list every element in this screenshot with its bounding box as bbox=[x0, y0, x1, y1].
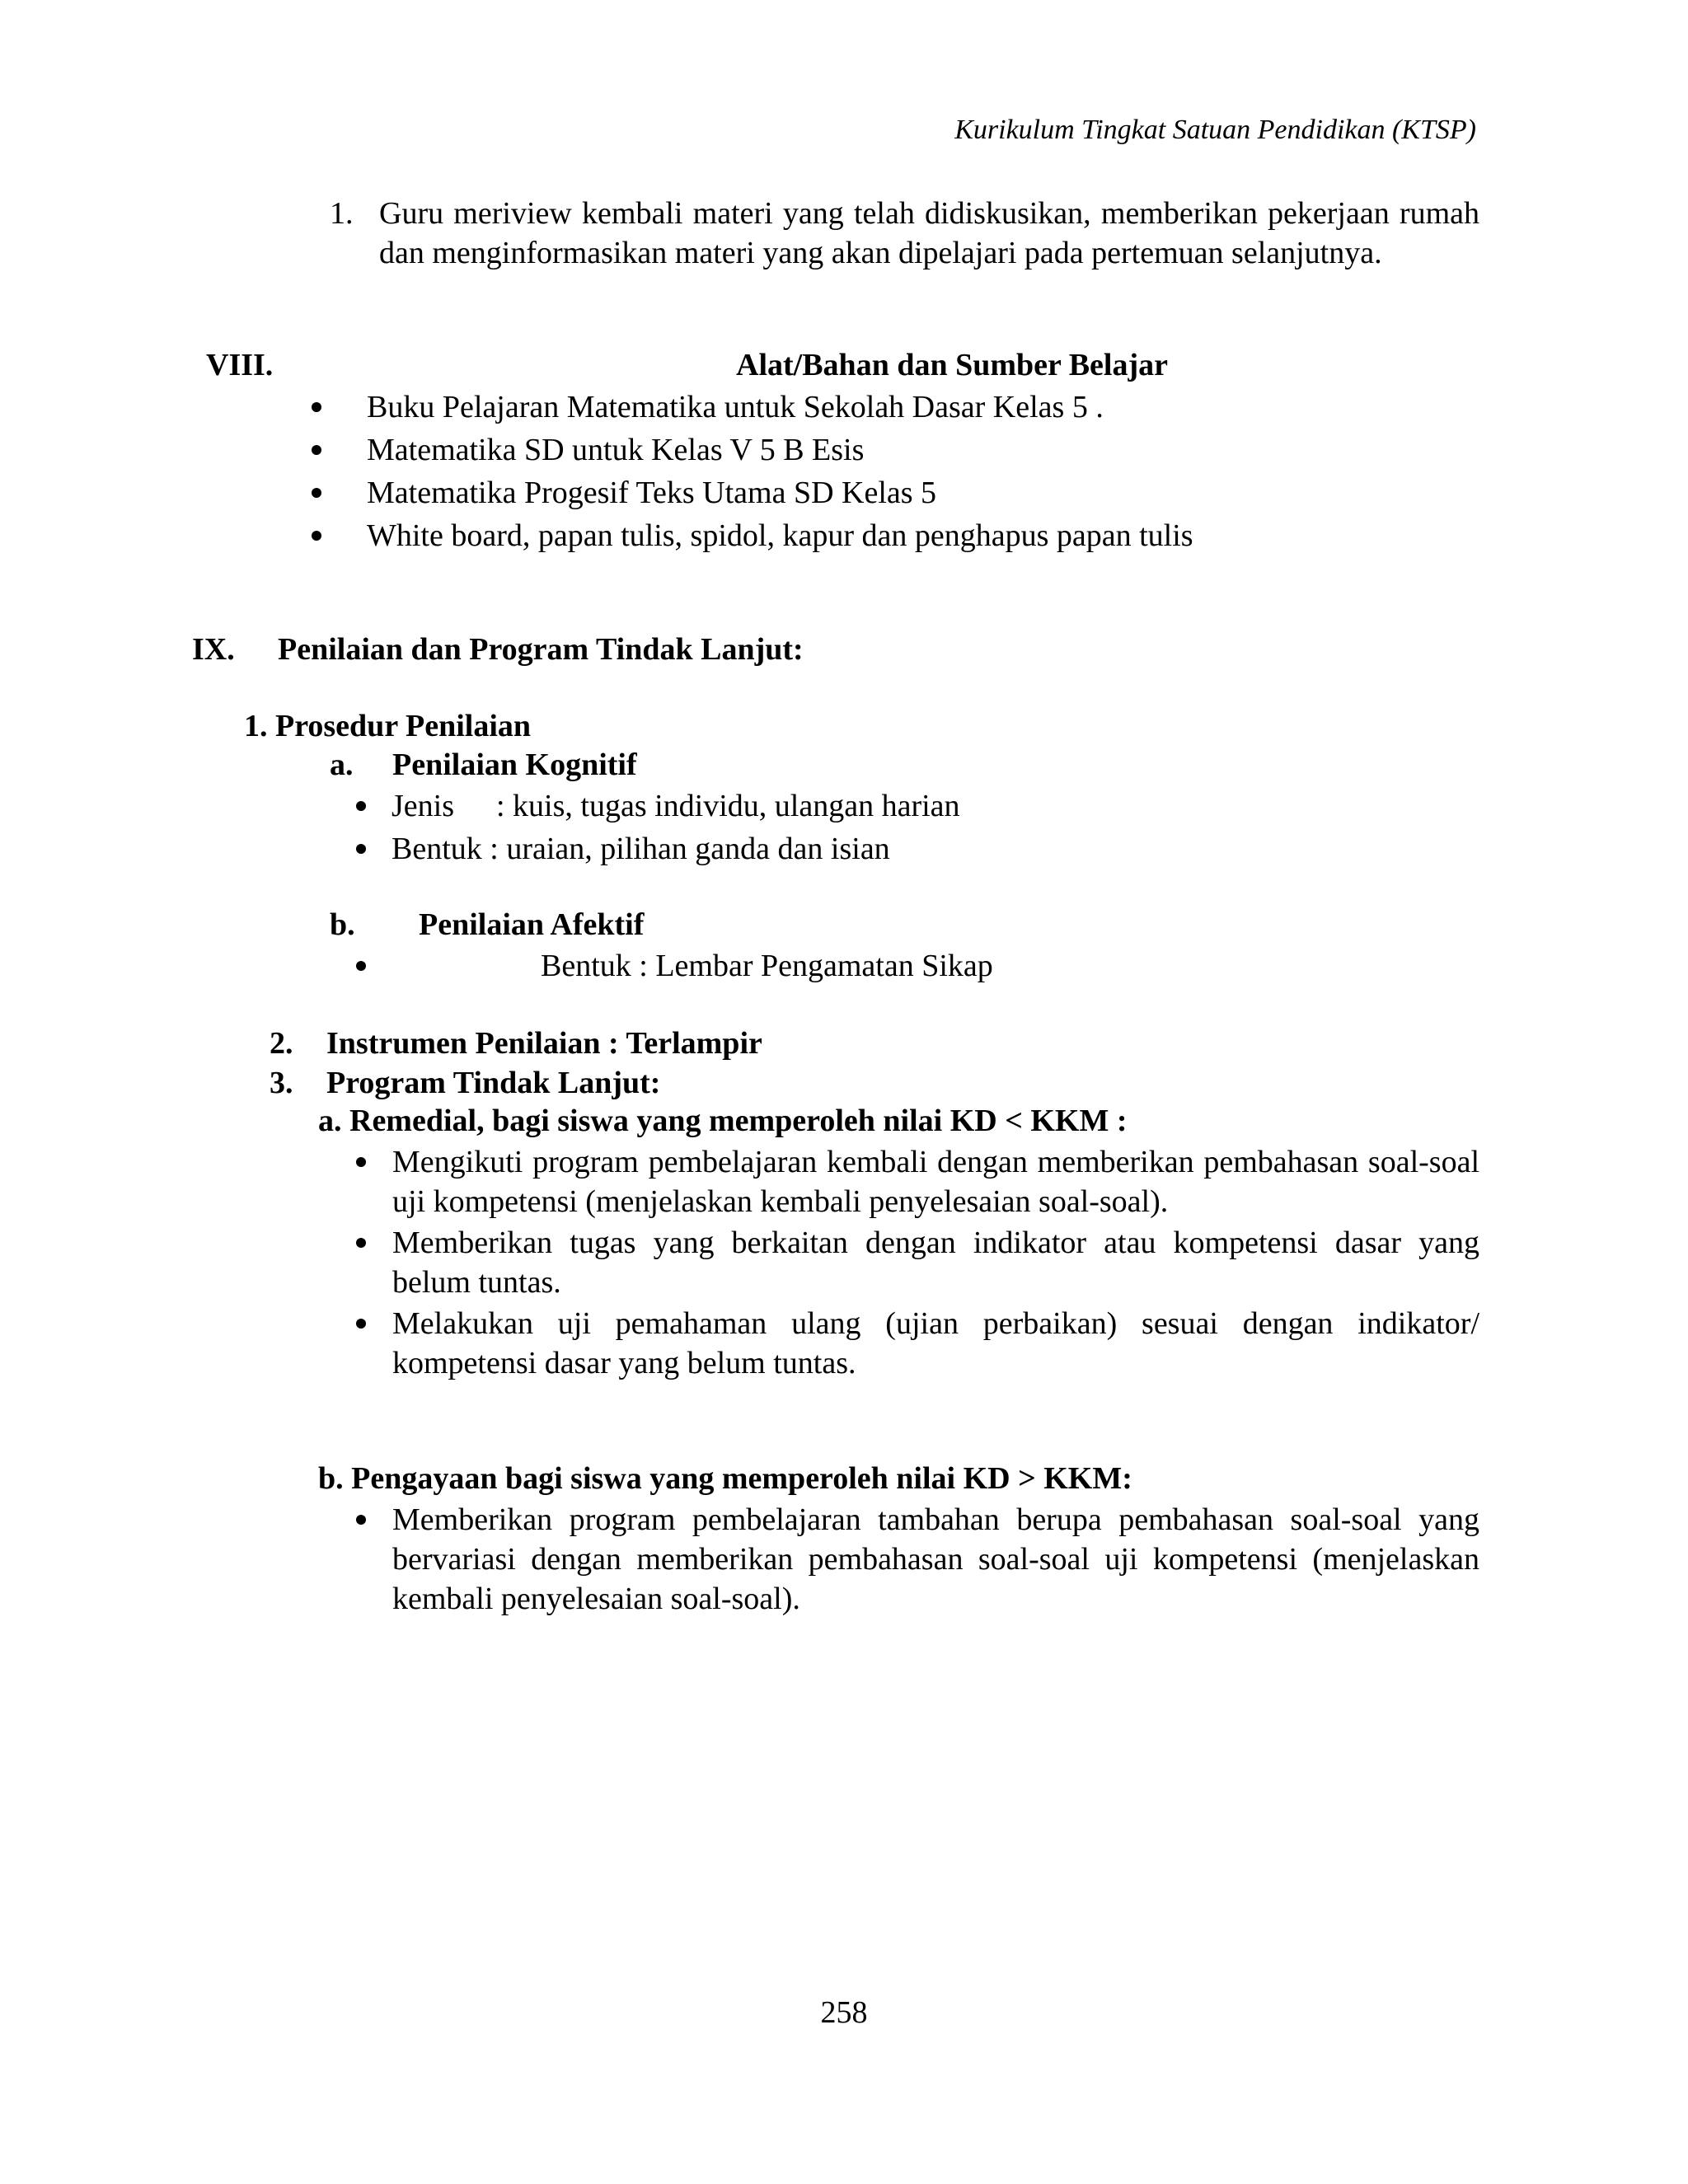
bullet-icon bbox=[312, 488, 321, 498]
kognitif-letter: a. bbox=[330, 748, 354, 782]
section-ix-title: Penilaian dan Program Tindak Lanjut: bbox=[278, 632, 804, 667]
kognitif-bentuk: Bentuk : uraian, pilihan ganda dan isian bbox=[392, 832, 890, 866]
kognitif-jenis-value: : kuis, tugas individu, ulangan harian bbox=[496, 789, 960, 823]
program-title: Program Tindak Lanjut: bbox=[326, 1066, 661, 1100]
bullet-icon bbox=[356, 1157, 366, 1167]
bullet-icon bbox=[312, 445, 321, 455]
afektif-letter: b. bbox=[330, 907, 355, 942]
bullet-icon bbox=[356, 844, 366, 854]
pengayaan-title: b. Pengayaan bagi siswa yang memperoleh nilai KD > KKM: bbox=[318, 1461, 1132, 1496]
afektif-title: Penilaian Afektif bbox=[419, 907, 645, 942]
afektif-bentuk: Bentuk : Lembar Pengamatan Sikap bbox=[541, 949, 993, 983]
instrumen-title: Instrumen Penilaian : Terlampir bbox=[326, 1026, 762, 1061]
bullet-icon bbox=[356, 1238, 366, 1248]
kognitif-title: Penilaian Kognitif bbox=[392, 748, 637, 782]
bullet-icon bbox=[356, 1515, 366, 1525]
bullet-icon bbox=[356, 961, 366, 971]
remedial-item: Mengikuti program pembelajaran kembali dengan memberikan pembahasan soal-soal uji kompetensi (menjelaskan kembali penyelesaian soal-soal). bbox=[392, 1145, 1479, 1219]
program-number: 3. bbox=[270, 1066, 293, 1100]
remedial-item: Memberikan tugas yang berkaitan dengan indikator atau kompetensi dasar yang belum tuntas. bbox=[392, 1226, 1479, 1300]
section-viii-title: Alat/Bahan dan Sumber Belajar bbox=[736, 348, 1168, 382]
page-number: 258 bbox=[820, 1995, 868, 2030]
prosedur-title: 1. Prosedur Penilaian bbox=[244, 709, 532, 743]
closing-step-text: Guru meriview kembali materi yang telah didiskusikan, memberikan pekerjaan rumah dan menginformasikan materi yang akan dipelajari pada pertemuan selanjutnya. bbox=[379, 196, 1479, 270]
material-item: Matematika SD untuk Kelas V 5 B Esis bbox=[367, 433, 865, 467]
material-item: Buku Pelajaran Matematika untuk Sekolah Dasar Kelas 5 . bbox=[367, 390, 1104, 424]
bullet-icon bbox=[312, 531, 321, 541]
instrumen-number: 2. bbox=[270, 1026, 293, 1061]
section-ix-numeral: IX. bbox=[192, 632, 235, 667]
remedial-item: Melakukan uji pemahaman ulang (ujian perbaikan) sesuai dengan indikator/ kompetensi dasar yang belum tuntas. bbox=[392, 1306, 1479, 1380]
bullet-icon bbox=[312, 402, 321, 412]
material-item: Matematika Progesif Teks Utama SD Kelas 5 bbox=[367, 476, 937, 510]
kognitif-jenis-label: Jenis bbox=[392, 789, 454, 823]
pengayaan-item: Memberikan program pembelajaran tambahan berupa pembahasan soal-soal yang bervariasi dengan memberikan pembahasan soal-soal uji kompetensi (menjelaskan kembali penyelesaian soal-soal). bbox=[392, 1502, 1479, 1616]
material-item: White board, papan tulis, spidol, kapur dan penghapus papan tulis bbox=[367, 518, 1193, 553]
running-header: Kurikulum Tingkat Satuan Pendidikan (KTSP) bbox=[954, 115, 1476, 145]
bullet-icon bbox=[356, 801, 366, 811]
closing-step-number: 1. bbox=[330, 196, 354, 231]
bullet-icon bbox=[356, 1319, 366, 1329]
remedial-title: a. Remedial, bagi siswa yang memperoleh nilai KD < KKM : bbox=[318, 1104, 1128, 1138]
section-viii-numeral: VIII. bbox=[206, 348, 274, 382]
